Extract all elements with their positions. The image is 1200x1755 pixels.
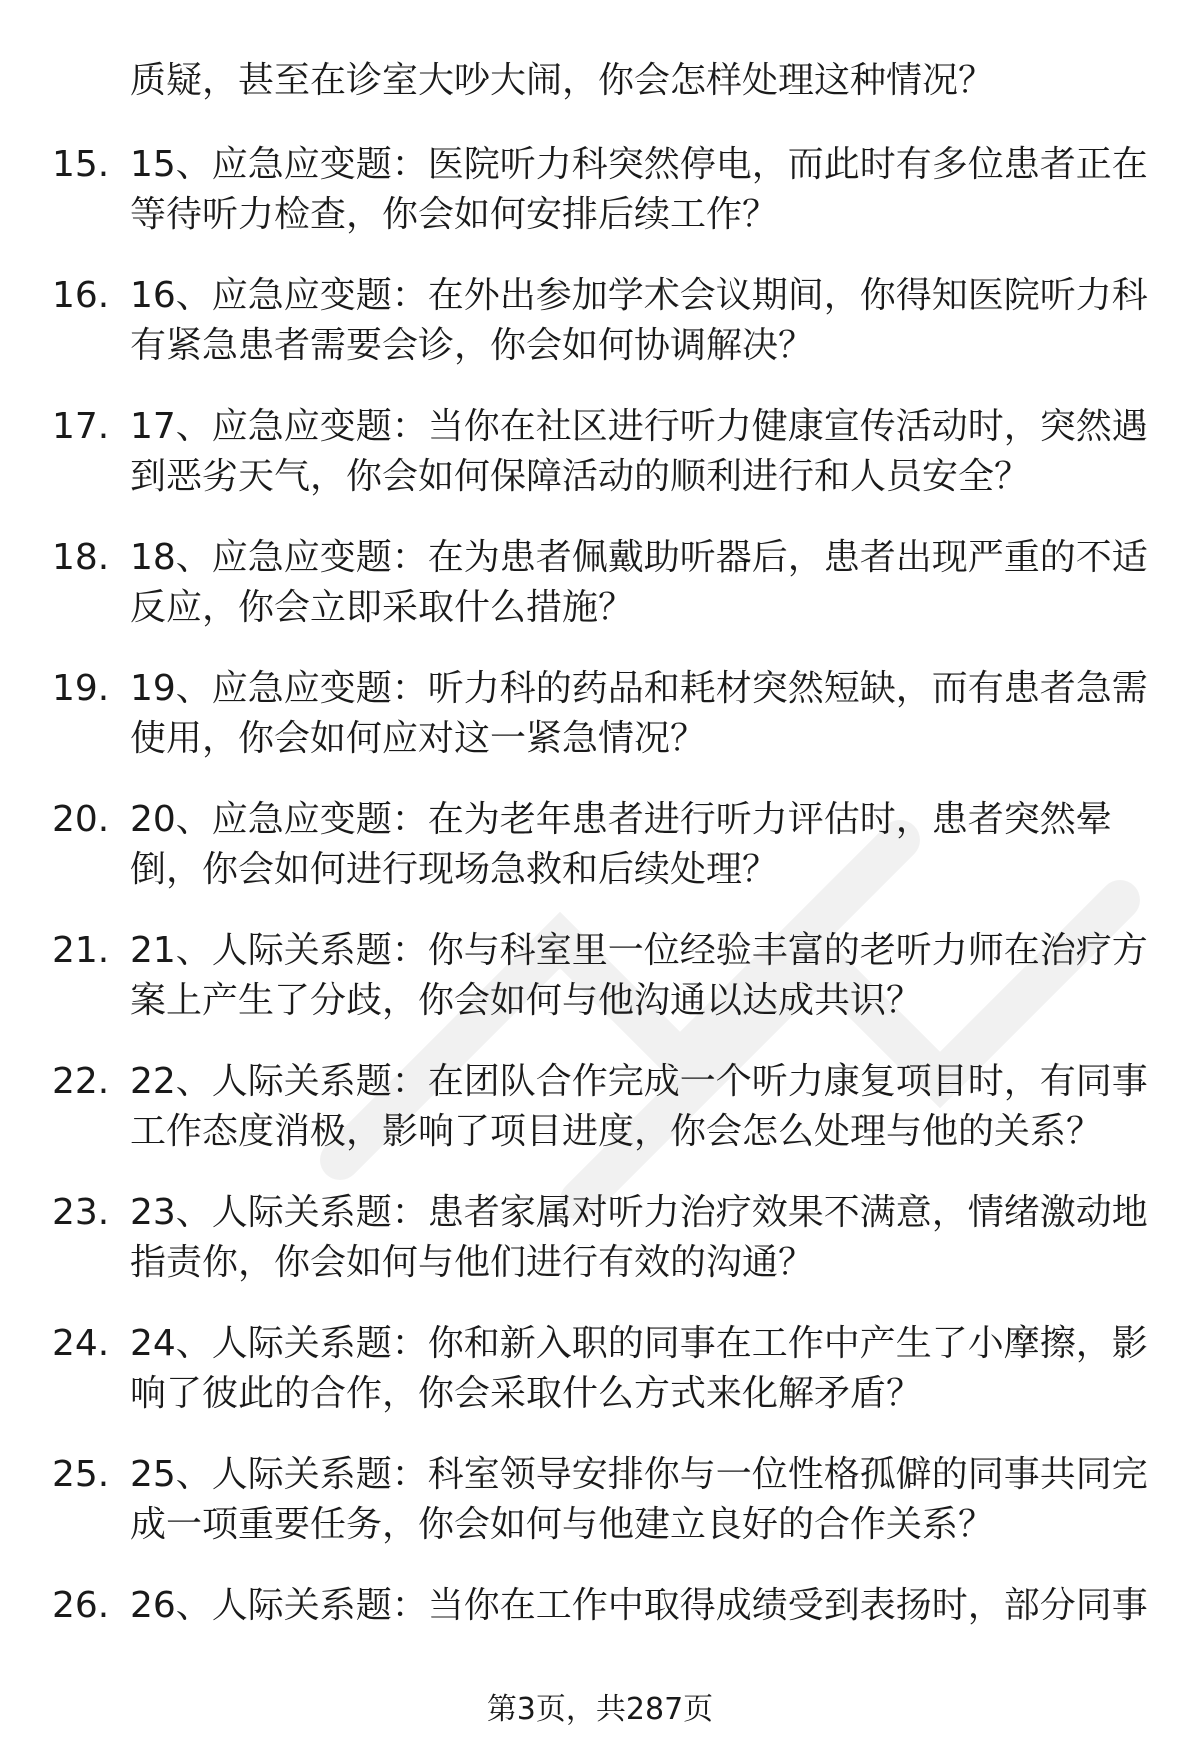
question-text: 20、应急应变题：在为老年患者进行听力评估时，患者突然晕倒，你会如何进行现场急救和后续处理？ bbox=[130, 799, 1112, 890]
continuation-text: 质疑，甚至在诊室大吵大闹，你会怎样处理这种情况？ bbox=[130, 60, 995, 101]
question-text: 15、应急应变题：医院听力科突然停电，而此时有多位患者正在等待听力检查，你会如何安排后续工作？ bbox=[130, 144, 1148, 235]
question-text: 26、人际关系题：当你在工作中取得成绩受到表扬时，部分同事 bbox=[130, 1585, 1148, 1626]
question-text: 19、应急应变题：听力科的药品和耗材突然短缺，而有患者急需使用，你会如何应对这一紧急情况？ bbox=[130, 668, 1148, 759]
question-text: 16、应急应变题：在外出参加学术会议期间，你得知医院听力科有紧急患者需要会诊，你会如何协调解决？ bbox=[130, 275, 1148, 366]
question-item bbox=[0, 1450, 1200, 1581]
question-item bbox=[0, 271, 1200, 402]
question-item bbox=[0, 533, 1200, 664]
question-number: 17. bbox=[52, 406, 110, 447]
question-text: 22、人际关系题：在团队合作完成一个听力康复项目时，有同事工作态度消极，影响了项目进度，你会怎么处理与他的关系？ bbox=[130, 1061, 1148, 1152]
question-text: 21、人际关系题：你与科室里一位经验丰富的老听力师在治疗方案上产生了分歧，你会如何与他沟通以达成共识？ bbox=[130, 930, 1148, 1021]
question-number: 22. bbox=[52, 1061, 110, 1102]
question-item bbox=[0, 664, 1200, 795]
question-number: 26. bbox=[52, 1585, 110, 1626]
question-number: 19. bbox=[52, 668, 110, 709]
question-item bbox=[0, 1319, 1200, 1450]
question-number: 20. bbox=[52, 799, 110, 840]
question-list bbox=[0, 140, 1200, 1712]
question-item bbox=[0, 926, 1200, 1057]
question-number: 15. bbox=[52, 144, 110, 185]
question-text: 24、人际关系题：你和新入职的同事在工作中产生了小摩擦，影响了彼此的合作，你会采取什么方式来化解矛盾？ bbox=[130, 1323, 1148, 1414]
question-item bbox=[0, 795, 1200, 926]
question-number: 18. bbox=[52, 537, 110, 578]
question-item bbox=[0, 402, 1200, 533]
question-text: 25、人际关系题：科室领导安排你与一位性格孤僻的同事共同完成一项重要任务，你会如何与他建立良好的合作关系？ bbox=[130, 1454, 1148, 1545]
question-number: 25. bbox=[52, 1454, 110, 1495]
question-number: 23. bbox=[52, 1192, 110, 1233]
question-number: 16. bbox=[52, 275, 110, 316]
question-text: 18、应急应变题：在为患者佩戴助听器后，患者出现严重的不适反应，你会立即采取什么措施？ bbox=[130, 537, 1148, 628]
question-text: 23、人际关系题：患者家属对听力治疗效果不满意，情绪激动地指责你，你会如何与他们进行有效的沟通？ bbox=[130, 1192, 1148, 1283]
question-text: 17、应急应变题：当你在社区进行听力健康宣传活动时，突然遇到恶劣天气，你会如何保障活动的顺利进行和人员安全？ bbox=[130, 406, 1148, 497]
question-number: 21. bbox=[52, 930, 110, 971]
question-item bbox=[0, 1057, 1200, 1188]
page-footer: 第3页，共287页 bbox=[486, 1692, 714, 1727]
question-item bbox=[0, 140, 1200, 271]
question-item bbox=[0, 1188, 1200, 1319]
question-number: 24. bbox=[52, 1323, 110, 1364]
